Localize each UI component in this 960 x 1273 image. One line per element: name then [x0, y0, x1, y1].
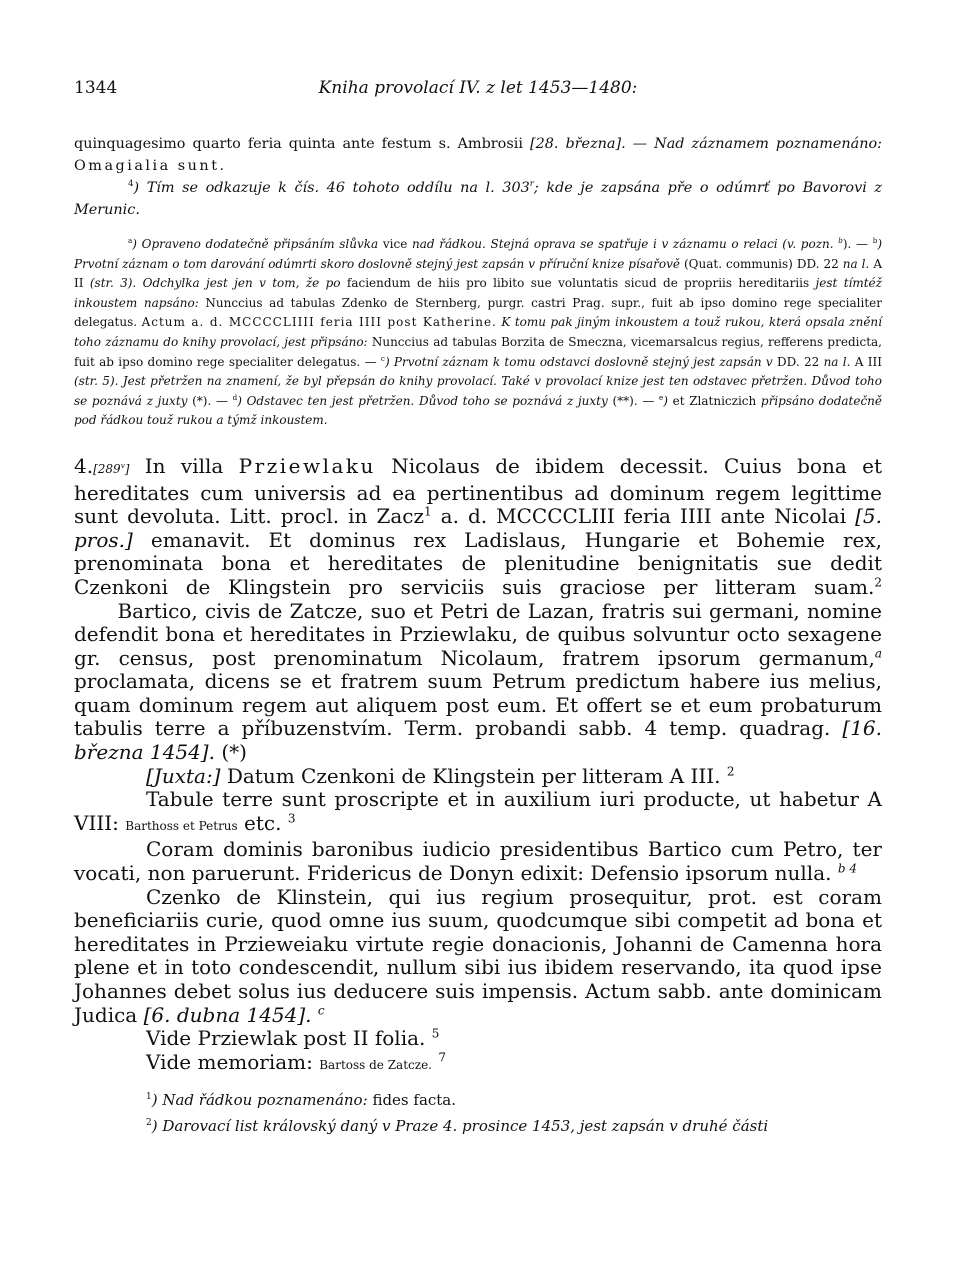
footnotes	[74, 1087, 882, 1139]
main-entry	[74, 455, 882, 1077]
note-e-marker: e	[658, 392, 664, 402]
entry-paragraph-5: Czenko de Klinstein, qui ius regium prosequitur, prot. est coram beneficiariis curie, quod omne ius suum, quodcumque sibi competit ad bona et hereditates in Przieweiaku virtute regie donacionis, Johanni de Camenna hora plene et in toto condescendit, nullum sibi ius ibidem reservando, ita quod ipse Johannes debet solus ius deducere suis impensis. Actum sabb. ante dominicam Judica [6. dubna 1454]. $^c$	[74, 884, 882, 1027]
page-header	[74, 78, 882, 108]
entry-paragraph-6: Vide Prziewlak post II folia. $^5$	[146, 1026, 440, 1051]
note-d-marker: d	[232, 392, 238, 402]
running-title: Kniha provolací IV. z let 1453—1480:	[318, 78, 638, 98]
place-name: Prziewlaku	[238, 453, 376, 478]
document-page	[74, 78, 882, 1139]
note-b-marker: b	[872, 236, 878, 245]
footnote-2: $^2$) Darovací list královský daný v Praze 4. prosince 1453, jest zapsán v druhé části	[146, 1117, 769, 1136]
entry-paragraph-7: Vide memoriam: Bartoss de Zatcze. $^7$	[146, 1049, 446, 1074]
note-a-marker: a	[128, 236, 133, 245]
entry-number: 4.	[74, 453, 94, 478]
continued-note: quinquagesimo quarto feria quinta ante festum s. Ambrosii [28. března]. — Nad záznamem poznamenáno: Omagialia sunt.	[74, 136, 883, 174]
page-number: 1344	[74, 78, 118, 98]
top-notes	[74, 133, 882, 221]
entry-paragraph-1: 4.[289$^v$] In villa Prziewlaku Nicolaus de ibidem decessit. Cuius bona et hereditates cum universis ad ea pertinentibus ad dominum regem legittime sunt devoluta. Litt. procl. in Zacz$^1$ a. d. MCCCCLIII feria IIII ante Nicolai [5. pros.] emanavit. Et dominus rex Ladislaus, Hungarie et Bohemie rex, prenominata bona et hereditates de plenitudine benignitatis sue dedit Czenkoni de Klingstein pro serviciis suis graciose per litteram suam.$^2$ Bartico, civis de Zatcze, suo et Petri de Lazan, fratris sui germani, nomine defendit bona et hereditates in Prziewlaku, de quibus solvuntur octo sexagene gr. census, post prenominatum Nicolaum, fratrem ipsorum germanum,$^a$ proclamata, dicens se et fratrem suum Petrum predictum habere ius melius, quam dominum regem aut aliquem post eum. Et offert se et eum probaturum tabulis terre a příbuzenstvím. Term. probandi sabb. 4 temp. quadrag. [16. března 1454]. (*)	[74, 453, 882, 765]
note-c-marker: c	[380, 353, 385, 363]
entry-paragraph-3: Tabule terre sunt proscripte et in auxilium iuri producte, ut habetur A VIII: Barthoss et Petrus etc. $^3$	[74, 787, 882, 835]
entry-paragraph-juxta: [Juxta:] Datum Czenkoni de Klingstein per litteram A III. $^2$	[146, 763, 735, 788]
folio-reference: [289$^v$]	[93, 460, 130, 476]
footnote-1: $^1$) Nad řádkou poznamenáno: fides facta.	[146, 1091, 457, 1110]
entry-paragraph-4: Coram dominis baronibus iudicio presidentibus Bartico cum Petro, ter vocati, non paruerunt. Fridericus de Donyn edixit: Defensio ipsorum nulla. $^{b 4}$	[74, 837, 882, 886]
textual-notes-paragraph: $^a$) Opraveno dodatečně připsáním slůvka vice nad řádkou. Stejná oprava se spatřuje i v záznamu o relaci (v. pozn. $^b$). — $^b$) Prvotní záznam o tom darování odúmrti skoro doslovně stejný jest zapsán v příruční knize písařově (Quat. communis) DD. 22 na l. A II (str. 3). Odchylka jest jen v tom, že po faciendum de hiis pro libito sue voluntatis sicud de propriis hereditariis jest tímtéž inkoustem napsáno: Nunccius ad tabulas Zdenko de Sternberg, purgr. castri Prag. supr., fuit ab ipso domino rege specialiter delegatus. Actum a. d. MCCCCLIIII feria IIII post Katherine. K tomu pak jiným inkoustem a touž rukou, která opsala znění toho záznamu do knihy provolací, jest připsáno: Nunccius ad tabulas Borzita de Smeczna, vicemarsalcus regius, refferens predicta, fuit ab ipso domino rege specialiter delegatus. — $^c$) Prvotní záznam k tomu odstavci doslovně stejný jest zapsán v DD. 22 na l. A III (str. 5). Jest přetržen na znamení, že byl přepsán do knihy provolací. Také v provolací knize jest ten odstavec přetržen. Důvod toho se poznává z juxty (*). — $^d$) Odstavec ten jest přetržen. Důvod toho se poznává z juxty (**). — $^e$) et Zlatniczich připsáno dodatečně pod řádkou touž rukou a týmž inkoustem.	[74, 236, 883, 428]
note-4: $^4$) Tím se odkazuje k čís. 46 tohoto oddílu na l. 303$^r$; kde je zapsána pře o odúmrť po Bavorovi z Merunic.	[74, 179, 882, 218]
textual-notes	[74, 235, 882, 431]
